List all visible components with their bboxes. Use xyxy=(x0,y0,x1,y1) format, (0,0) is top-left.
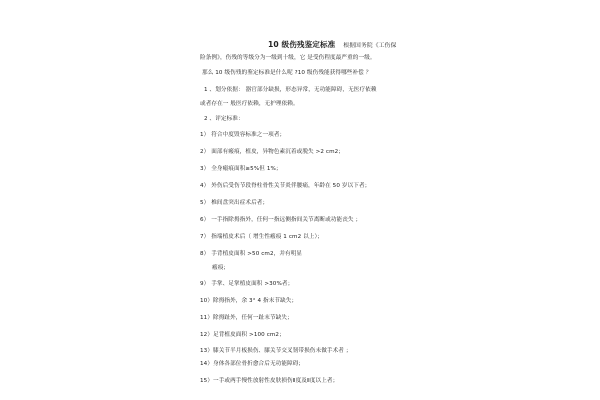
criteria-item: 1） 符合中度毁容标准之一项者； xyxy=(200,132,286,138)
section-basis-cont: 或者存在一 般医疗依赖，无护理依赖。 xyxy=(200,101,299,107)
criteria-item: 5） 椎间盘突出症术后者； xyxy=(200,200,269,206)
criteria-item: 9） 手掌、足掌植皮面积 >30%者； xyxy=(200,281,294,287)
criteria-item: 3） 全身瘢痕面积≥5%但 1%； xyxy=(200,166,282,172)
criteria-item: 11）除拇趾外，任何一趾末节缺失； xyxy=(200,315,293,321)
criteria-item: 14）身体各部位骨折愈合后无功能障碍； xyxy=(200,361,305,367)
criteria-item: 10）除拇指外，余 3° 4 指末节缺失； xyxy=(200,298,298,304)
criteria-item: 7） 指端植皮术后（ 增生性瘢痕 1 cm2 以上）； xyxy=(200,234,324,240)
paragraph-2: 那么 10 级伤残的鉴定标准是什么呢 ?10 级伤残能获得哪些补偿 ？ xyxy=(202,70,372,76)
section-criteria: 2 、评定标准： xyxy=(204,116,244,122)
criteria-item: 8） 手背植皮面积 >50 cm2，并有明显 xyxy=(200,251,303,257)
paragraph-1: 险条例》，伤残的等级分为一级到十级，它 是受伤程度最严重的一级。 xyxy=(200,55,376,61)
title-source: 根据国务院《工伤保 xyxy=(343,43,397,49)
criteria-item-cont: 瘢痕； xyxy=(212,265,230,271)
section-basis: 1 、划分依据： 器官部分缺损，形态异常，无功能障碍，无医疗依赖 xyxy=(204,87,377,93)
criteria-item: 6） 一手指除拇指外，任何一指远侧指间关节离断或功能丧失 ； xyxy=(200,217,362,223)
document-title: 10 级伤残鉴定标准 xyxy=(268,40,336,49)
criteria-item: 4） 外伤后受伤节段脊柱骨性关节炎伴腰痛，年龄在 50 岁以下者； xyxy=(200,183,371,189)
criteria-item: 2） 面部有瘢痕，植皮，异物色素沉着或脱失 >2 cm2； xyxy=(200,149,344,155)
criteria-item: 13）膝关节半月板损伤、膝关节交叉韧带损伤未做手术者 ； xyxy=(200,348,352,354)
title-line xyxy=(268,41,396,50)
criteria-item: 12）足背植皮面积 >100 cm2； xyxy=(200,332,285,338)
criteria-item: 15）一手或两手慢性放射性皮肤损伤Ⅱ度及Ⅱ度以上者； xyxy=(200,378,339,384)
